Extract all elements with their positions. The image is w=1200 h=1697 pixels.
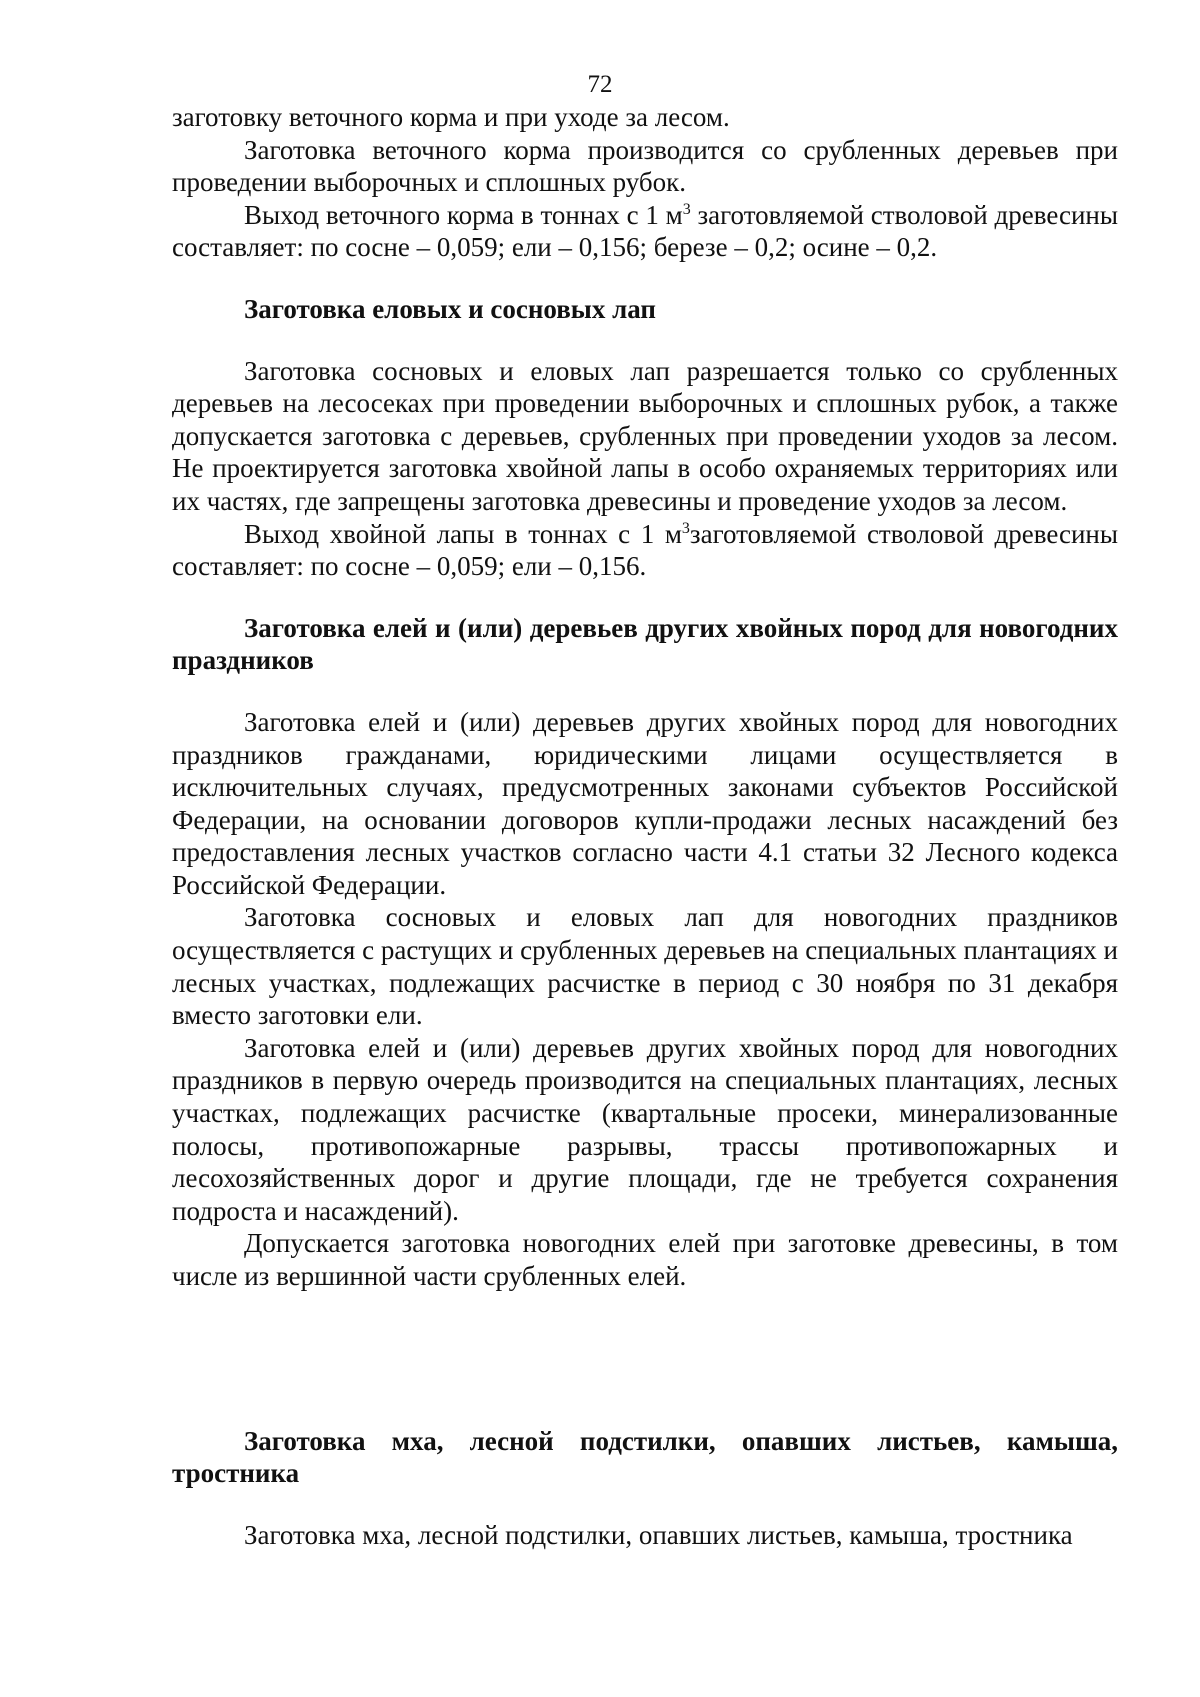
section-heading-moss-litter: Заготовка мха, лесной подстилки, опавших листьев, камыша, тростника: [172, 1425, 1118, 1489]
paragraph-branch-feed-yield: [172, 199, 1118, 264]
paragraph-moss-litter: Заготовка мха, лесной подстилки, опавших листьев, камыша, тростника: [244, 1519, 1073, 1550]
paragraph-new-year-trees-citizens: Заготовка елей и (или) деревьев других хвойных пород для новогодних праздников гражданами, юридическими лицами осуществляется в исключительных случаях, предусмотренных законами субъектов Российской Федерации, на основании договоров купли-продажи лесных насаждений без предоставления лесных участков согласно части 4.1 статьи 32 Лесного кодекса Российской Федерации.: [172, 706, 1118, 900]
superscript: 3: [681, 519, 690, 537]
paragraph-paws-harvest: Заготовка сосновых и еловых лап разрешается только со срубленных деревьев на лесосеках при проведении выборочных и сплошных рубок, а также допускается заготовка с деревьев, срубленных при проведении уходов за лесом. Не проектируется заготовка хвойной лапы в особо охраняемых территориях или их частях, где запрещены заготовка древесины и проведение уходов за лесом.: [172, 355, 1118, 516]
text-fragment: заготовляемой стволовой древесины составляет: по сосне – 0,059; ели – 0,156; березе – 0,2; осине – 0,2.: [172, 199, 1118, 263]
text-fragment: заготовляемой стволовой древесины составляет: по сосне – 0,059; ели – 0,156.: [172, 518, 1119, 582]
paragraph-new-year-priority: Заготовка елей и (или) деревьев других хвойных пород для новогодних праздников в первую очередь производится на специальных плантациях, лесных участках, подлежащих расчистке (квартальные просеки, минерализованные полосы, противопожарные разрывы, трассы противопожарных и лесохозяйственных дорог и другие площади, где не требуется сохранения подроста и насаждений).: [172, 1032, 1118, 1226]
text-fragment: Выход веточного корма в тоннах с 1 м: [244, 199, 683, 230]
superscript: 3: [682, 200, 691, 218]
paragraph-branch-feed: Заготовка веточного корма производится со срубленных деревьев при проведении выборочных и сплошных рубок.: [172, 134, 1118, 198]
text-fragment: Выход хвойной лапы в тоннах с 1 м: [244, 518, 682, 549]
paragraph-new-year-paws: Заготовка сосновых и еловых лап для новогодних праздников осуществляется с растущих и срубленных деревьев на специальных плантациях и лесных участках, подлежащих расчистке в период с 30 ноября по 31 декабря вместо заготовки ели.: [172, 902, 1118, 1031]
paragraph-continuation: заготовку веточного корма и при уходе за лесом.: [172, 102, 730, 132]
section-heading-new-year-trees: Заготовка елей и (или) деревьев других хвойных пород для новогодних праздников: [172, 612, 1118, 676]
section-heading-spruce-pine-paws: Заготовка еловых и сосновых лап: [244, 293, 656, 324]
page-number: 72: [587, 71, 613, 98]
paragraph-paws-yield: [172, 518, 1118, 583]
paragraph-new-year-allowed: Допускается заготовка новогодних елей при заготовке древесины, в том числе из вершинной части срубленных елей.: [172, 1228, 1118, 1291]
document-body: [172, 101, 1118, 1551]
